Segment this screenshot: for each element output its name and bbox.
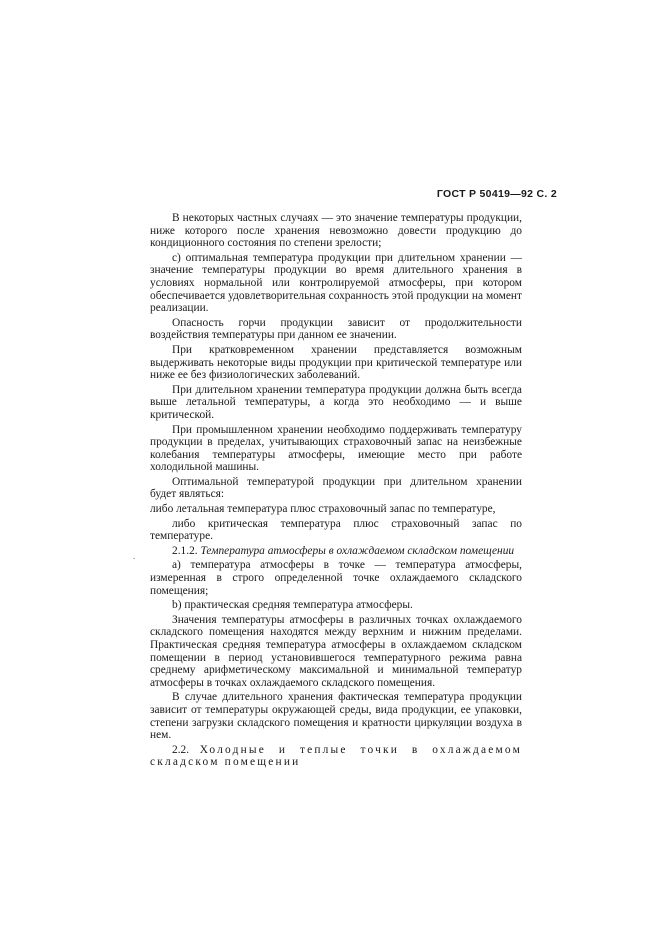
paragraph: При промышленном хранении необходимо поддерживать температуру продукции в пределах, учитывающих страховочный запас на неизбежные колебания температуры атмосферы, имеющие место при работе холодильной машины. [150, 423, 522, 474]
document-body [150, 212, 522, 771]
paragraph: При кратковременном хранении представляется возможным выдерживать некоторые виды продукции при критической температуре или ниже ее без физиологических заболеваний. [150, 343, 522, 382]
paragraph: либо летальная температура плюс страховочный запас по температуре, [150, 503, 496, 516]
paragraph: с) оптимальная температура продукции при длительном хранении — значение температуры продукции во время длительного хранения в условиях нормальной или контролируемой атмосферы, при котором обеспечивается удовлетворительная сохранность этой продукции на момент реализации. [150, 251, 522, 315]
paragraph: Оптимальной температурой продукции при длительном хранении будет являться: [150, 475, 522, 501]
paragraph: Опасность горчи продукции зависит от продолжительности воздействия температуры при данном ее значении. [150, 316, 522, 342]
paragraph: В некоторых частных случаях — это значение температуры продукции, ниже которого после хранения невозможно довести продукцию до кондиционного состояния по степени зрелости; [150, 212, 522, 250]
section-number: 2.2. [172, 743, 190, 756]
paragraph: При длительном хранении температура продукции должна быть всегда выше летальной температуры, а когда это необходимо — и выше критической. [150, 383, 522, 421]
margin-mark: . [133, 551, 136, 561]
section-title: Холодные и теплые точки в охлаждаемом складском помещении [150, 743, 522, 769]
document-header: ГОСТ Р 50419—92 С. 2 [436, 188, 557, 200]
paragraph: либо критическая температура плюс страховочный запас по температуре. [150, 517, 522, 543]
paragraph: В случае длительного хранения фактическая температура продукции зависит от температуры окружающей среды, вида продукции, ее упаковки, степени загрузки складского помещения и кратности циркуляции воздуха в нем. [150, 691, 522, 742]
section-number: 2.1.2. [172, 544, 198, 557]
paragraph: а) температура атмосферы в точке — температура атмосферы, измеренная в строго определенной точке охлаждаемого складского помещения; [150, 559, 522, 597]
section-heading-2-2 [150, 744, 522, 769]
paragraph: Значения температуры атмосферы в различных точках охлаждаемого складского помещения находятся между верхним и нижним пределами. Практическая средняя температура атмосферы в охлаждаемом складском помещении в период установившегося температурного режима равна среднему арифметическому максимальной и минимальной температур атмосферы в точках охлаждаемого складского помещения. [150, 613, 522, 689]
section-heading-2-1-2 [150, 545, 522, 558]
paragraph: b) практическая средняя температура атмосферы. [172, 599, 413, 612]
section-title: Температура атмосферы в охлаждаемом складском помещении [200, 544, 515, 557]
